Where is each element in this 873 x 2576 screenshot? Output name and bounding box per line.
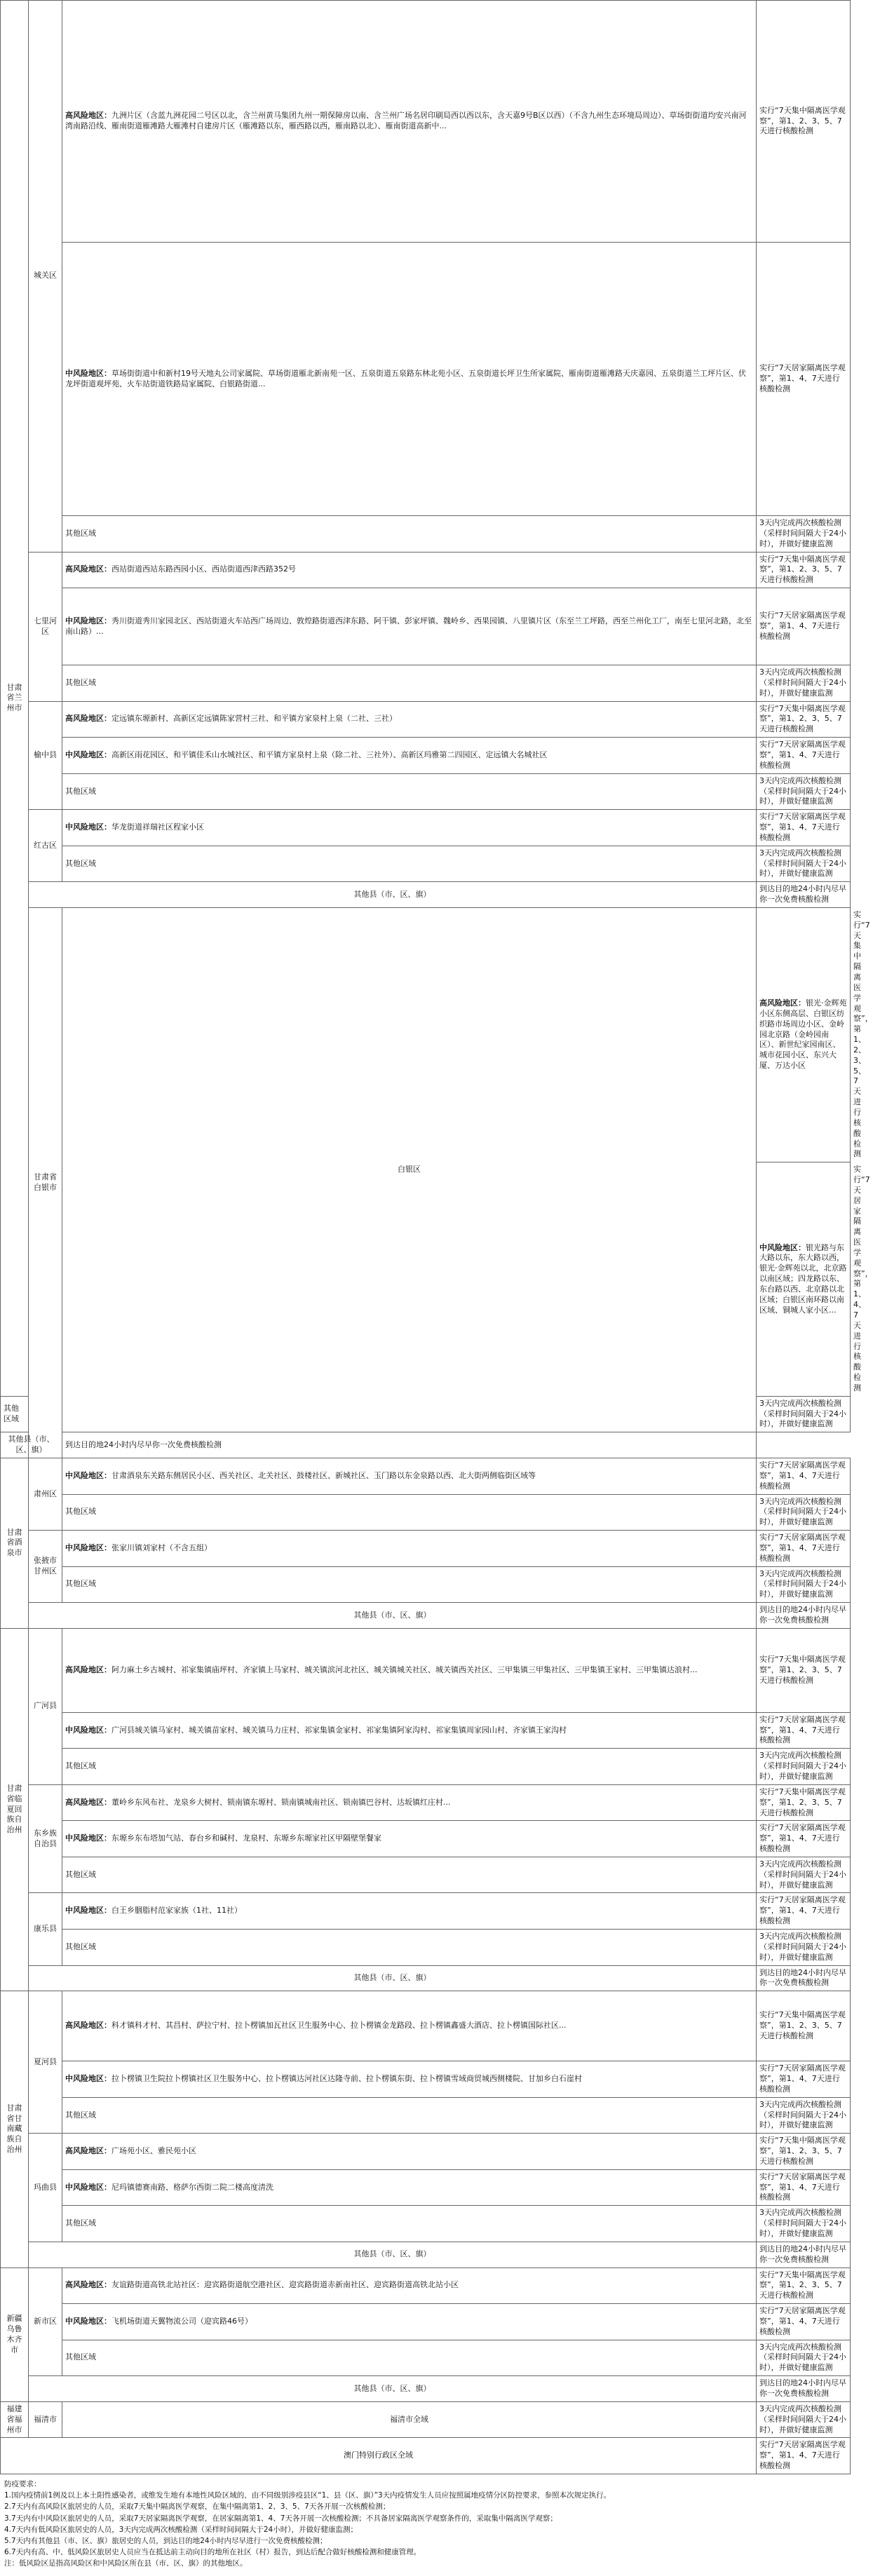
other-area-cell: 其他区域 — [62, 2206, 757, 2242]
high-risk-label: 高风险地区： — [65, 564, 111, 574]
other-area-action: 3天内完成两次核酸检测（采样时间间隔大于24小时），并做好健康监测 — [757, 1749, 851, 1785]
mid-risk-cell — [62, 588, 757, 665]
mid-risk-label: 中风险地区： — [65, 1543, 111, 1552]
mid-risk-cell — [62, 243, 757, 516]
other-area-cell: 其他区域 — [62, 1857, 757, 1893]
table-row — [1, 1603, 851, 1629]
province-cell: 福建省福州市 — [1, 2401, 29, 2438]
table-row — [1, 552, 851, 588]
table-row — [1, 773, 851, 810]
table-row — [1, 1965, 851, 1991]
district-cell: 张掖市甘州区 — [29, 1531, 62, 1603]
high-risk-cell — [62, 701, 757, 738]
note-item: 2.7天内有高风险区旅居史的人员，采取7天集中隔离医学观察，在集中隔离第1、2、3、5、7天各开展一次核酸检测； — [4, 2502, 391, 2511]
note-item: 3.7天内有中风险区旅居史的人员，采取7天居家隔离医学观察，在居家隔离第1、4、7天各开展一次核酸检测；不具备居家隔离医学观察条件的，采取集中隔离医学观察； — [4, 2514, 557, 2523]
mid-risk-text: 拉卜楞镇卫生院拉卜楞镇社区卫生服务中心、拉卜楞镇达河社区达隆寺前、拉卜楞镇东街、拉卜楞镇雪域商贸城西侧楼院、甘加乡白石崖村 — [111, 2074, 582, 2084]
high-risk-text: 科才镇科才村、其昌村、萨拉宁村、拉卜楞镇加瓦社区卫生服务中心、拉卜楞镇金龙路段、拉卜楞镇鑫盛大酒店、拉卜楞镇国际社区... — [111, 2021, 567, 2031]
other-area-action: 3天内完成两次核酸检测（采样时间间隔大于24小时），并做好健康监测 — [757, 1857, 851, 1893]
table-row — [1, 1494, 851, 1531]
district-cell: 福清市 — [29, 2401, 62, 2438]
table-row: 中风险地区：银光路与东大路以东，东大路以西，银光·金辉苑以北，北京路以南区域；四龙路以东、东台路以西、北京路以北区域；白银区南环路以南区域、铜城人家小区... 实行“7天居家隔离医学观察”，第1、4、7天进行核酸检测 — [1, 1162, 851, 1397]
mid-risk-text: 秀川街道秀川家园北区、西站街道火车站西广场周边、敦煌路街道西津东路、阿干镇、彭家坪镇、魏岭乡、西果园镇、八里镇片区（东至兰工坪路，西至兰州化工厂，南至七里河北路，北至南山路）... — [65, 616, 752, 636]
table-row — [1, 1821, 851, 1857]
province-cell: 甘肃省临夏回族自治州 — [1, 1628, 29, 1991]
other-area-action: 3天内完成两次核酸检测（采样时间间隔大于24小时），并做好健康监测 — [757, 1566, 851, 1603]
other-county-cell: 其他县（市、区、旗） — [29, 1965, 757, 1991]
epidemic-requirements — [0, 2474, 850, 2576]
table-row — [1, 1857, 851, 1893]
other-area-action: 3天内完成两次核酸检测（采样时间间隔大于24小时），并做好健康监测 — [757, 2340, 851, 2376]
mid-risk-text: 甘肃酒泉东关路东侧居民小区、西关社区、北关社区、鼓楼社区、新城社区、玉门路以东金泉路以西、北大街两侧临街区域等 — [111, 1470, 536, 1480]
high-risk-action: 实行“7天集中隔离医学观察”，第1、2、3、5、7天进行核酸检测 — [757, 552, 851, 588]
mid-risk-label: 中风险地区： — [65, 1906, 111, 1916]
table-row — [1, 1628, 851, 1712]
other-county-action: 到达目的地24小时内尽早你一次免费核酸检测 — [757, 1965, 851, 1991]
district-cell: 广河县 — [29, 1628, 62, 1784]
table-row — [1, 2304, 851, 2340]
note-item: 4.7天内有低风险区旅居史的人员，3天内完成两次核酸检测（采样时间间隔大于24小时），并做好健康监测； — [4, 2525, 358, 2534]
mid-risk-text: 张家川镇刘家村（不含五组） — [111, 1543, 212, 1552]
mid-risk-action: 实行“7天居家隔离医学观察”，第1、4、7天进行核酸检测 — [757, 2304, 851, 2340]
mid-risk-cell — [62, 1458, 757, 1494]
mid-risk-label: 中风险地区： — [65, 616, 111, 625]
other-area-cell: 其他区域 — [62, 1566, 757, 1603]
mid-risk-label: 中风险地区： — [65, 1470, 111, 1480]
table-row — [1, 588, 851, 665]
table-row — [1, 2376, 851, 2402]
table-row — [1, 2438, 851, 2474]
high-risk-text: 银光·金辉苑小区东侧高层、白银区纺织路市场周边小区、金岭园北京路（金岭园南区）、新世纪家园南区、城市花园小区、东兴大厦、万达小区 — [759, 998, 847, 1071]
mid-risk-action: 实行“7天居家隔离医学观察”，第1、4、7天进行核酸检测 — [757, 1531, 851, 1567]
other-area-cell: 其他区域 — [62, 1494, 757, 1531]
table-row — [1, 2242, 851, 2267]
table-row — [1, 701, 851, 738]
high-risk-action: 实行“7天集中隔离医学观察”，第1、2、3、5、7天进行核酸检测 — [757, 1991, 851, 2061]
note-item: 6.7天内有高、中、低风险区旅居史人员应当在抵达前主动向目的地所在社区（村）报告，到达后配合做好核酸检测和健康管理。 — [4, 2548, 421, 2557]
other-area-cell: 其他区域 — [1, 1396, 29, 1432]
mid-risk-action: 实行“7天居家隔离医学观察”，第1、4、7天进行核酸检测 — [757, 1712, 851, 1749]
mid-risk-cell — [62, 1712, 757, 1749]
table-row — [1, 1749, 851, 1785]
high-risk-action: 实行“7天集中隔离医学观察”，第1、2、3、5、7天进行核酸检测 — [757, 2134, 851, 2170]
province-cell: 新疆乌鲁木齐市 — [1, 2267, 29, 2401]
other-county-action: 到达目的地24小时内尽早你一次免费核酸检测 — [62, 1432, 757, 1458]
table-row — [1, 243, 851, 516]
mid-risk-action: 实行“7天居家隔离医学观察”，第1、4、7天进行核酸检测 — [757, 810, 851, 846]
mid-risk-text: 银光路与东大路以东，东大路以西，银光·金辉苑以北，北京路以南区域；四龙路以东、东台路以西、北京路以北区域；白银区南环路以南区域、铜城人家小区... — [759, 1242, 847, 1315]
high-risk-cell — [62, 1628, 757, 1712]
high-risk-cell — [757, 907, 851, 1162]
table-row — [1, 1432, 851, 1458]
high-risk-label: 高风险地区： — [65, 714, 111, 724]
mid-risk-label: 中风险地区： — [65, 2182, 111, 2192]
table-row — [1, 1566, 851, 1603]
mid-risk-text: 草场街街道中和新村19号天地丸公司家属院、草场街道雁北新南苑一区、五泉街道五泉路东林北苑小区、五泉街道长坪卫生所家属院、雁南街道雁滩路天庆嘉园、五泉街道兰工坪片区、伏龙坪街道观坪苑、火车站街道铁路局家属院、白银路街道... — [65, 368, 746, 388]
mid-risk-label: 中风险地区： — [65, 1725, 111, 1735]
high-risk-label: 高风险地区： — [65, 111, 111, 121]
high-risk-cell — [62, 1991, 757, 2061]
high-risk-cell — [62, 2134, 757, 2170]
mid-risk-cell — [62, 738, 757, 774]
table-row — [1, 738, 851, 774]
table-row — [1, 1458, 851, 1494]
district-cell: 夏河县 — [29, 1991, 62, 2134]
other-area-action: 3天内完成两次核酸检测（采样时间间隔大于24小时），并做好健康监测 — [757, 2206, 851, 2242]
table-row — [1, 1929, 851, 1965]
high-risk-action: 实行“7天集中隔离医学观察”，第1、2、3、5、7天进行核酸检测 — [757, 1628, 851, 1712]
high-risk-label: 高风险地区： — [65, 1797, 111, 1807]
table-row — [1, 665, 851, 702]
other-area-cell: 其他区域 — [62, 2097, 757, 2134]
province-cell: 甘肃省白银市 — [29, 907, 62, 1458]
high-risk-cell — [62, 1784, 757, 1821]
other-county-action: 到达目的地24小时内尽早你一次免费核酸检测 — [757, 2242, 851, 2267]
table-row — [1, 1712, 851, 1749]
district-cell: 新市区 — [29, 2267, 62, 2376]
high-risk-text: 阿力麻土乡古城村、祁家集镇庙坪村、齐家镇上马家村、城关镇滨河北社区、城关镇城关社区、城关镇西关社区、三甲集镇三甲集社区、三甲集镇王家村、三甲集镇达浪村... — [111, 1665, 698, 1674]
mid-risk-label: 中风险地区： — [65, 750, 111, 759]
mid-risk-cell — [62, 2061, 757, 2098]
mid-risk-action: 实行“7天居家隔离医学观察”，第1、4、7天进行核酸检测 — [757, 1458, 851, 1494]
other-area-action: 3天内完成两次核酸检测（采样时间间隔大于24小时），并做好健康监测 — [757, 773, 851, 810]
table-row — [1, 2061, 851, 2098]
table-row — [1, 2401, 851, 2438]
district-cell: 七里河区 — [29, 552, 62, 701]
note-item: 1.国内疫情前1例及以上本土阳性感染者，或维发生地有本地性风险区域的，由不同级别涉疫县区“1、县（区、旗）”3天内疫情发生人员应按照属地疫情分区防控要求，参照本次规定执行。 — [4, 2491, 611, 2500]
other-area-action: 3天内完成两次核酸检测（采样时间间隔大于24小时），并做好健康监测 — [757, 846, 851, 882]
other-area-cell: 其他区域 — [62, 2340, 757, 2376]
notes-title: 防疫要求： — [4, 2479, 41, 2488]
other-area-action: 3天内完成两次核酸检测（采样时间间隔大于24小时），并做好健康监测 — [757, 665, 851, 702]
table-row — [1, 882, 851, 908]
mid-risk-text: 广河县城关镇马家村、城关镇苗家村、城关镇马力庄村、祁家集镇金家村、祁家集镇阿家沟村、祁家集镇周家园山村、齐家镇王家沟村 — [111, 1725, 567, 1735]
note-item: 注：低风险区是指高风险区和中风险区所在县（市、区、旗）的其他地区。 — [4, 2559, 248, 2568]
mid-risk-label: 中风险地区： — [65, 2316, 111, 2326]
mid-risk-text: 华龙街道祥瑞社区程家小区 — [111, 822, 204, 832]
table-row — [1, 2267, 851, 2304]
other-county-cell: 其他县（市、区、旗） — [29, 2376, 757, 2402]
table-row — [1, 2097, 851, 2134]
mid-risk-label: 中风险地区： — [65, 1833, 111, 1843]
table-row — [1, 1784, 851, 1821]
other-area-action: 3天内完成两次核酸检测（采样时间间隔大于24小时），并做好健康监测 — [757, 1396, 851, 1432]
mid-risk-action: 实行“7天居家隔离医学观察”，第1、4、7天进行核酸检测 — [757, 738, 851, 774]
other-county-action: 到达目的地24小时内尽早你一次免费核酸检测 — [757, 882, 851, 908]
table-row — [1, 2340, 851, 2376]
high-risk-label: 高风险地区： — [65, 2280, 111, 2290]
special-area-cell: 澳门特别行政区全域 — [1, 2438, 757, 2474]
mid-risk-cell — [62, 2304, 757, 2340]
high-risk-label: 高风险地区： — [65, 2021, 111, 2031]
table-row — [1, 1531, 851, 1567]
other-area-action: 3天内完成两次核酸检测（采样时间间隔大于24小时），并做好健康监测 — [757, 516, 851, 553]
high-risk-text: 广场苑小区、雅民苑小区 — [111, 2146, 196, 2156]
table-row — [1, 1991, 851, 2061]
high-risk-text: 董岭乡东风布社、龙泉乡大树村、锁南镇东塬村、锁南镇城南社区、锁南镇巴谷村、达坂镇红庄村... — [111, 1797, 451, 1807]
mid-risk-action: 实行“7天居家隔离医学观察”，第1、4、7天进行核酸检测 — [757, 1821, 851, 1857]
mid-risk-text: 高新区雨花园区、和平镇佳禾山水城社区、和平镇方家泉村上泉（除二社、三社外）、高新区玛雅第二四园区、定远镇大名城社区 — [111, 750, 548, 759]
other-county-cell: 其他县（市、区、旗） — [29, 882, 757, 908]
district-cell: 榆中县 — [29, 701, 62, 810]
high-risk-label: 高风险地区： — [65, 2146, 111, 2156]
district-cell: 白银区 — [62, 907, 757, 1432]
whole-area-action: 3天内完成两次核酸检测（采样时间间隔大于24小时），并做好健康监测 — [757, 2401, 851, 2438]
other-area-action: 3天内完成两次核酸检测（采样时间间隔大于24小时），并做好健康监测 — [757, 1929, 851, 1965]
mid-risk-action: 实行“7天居家隔离医学观察”，第1、4、7天进行核酸检测 — [757, 2061, 851, 2098]
other-area-cell: 其他区域 — [62, 846, 757, 882]
mid-risk-action: 实行“7天居家隔离医学观察”，第1、4、7天进行核酸检测 — [757, 1893, 851, 1930]
mid-risk-cell — [757, 1162, 851, 1397]
district-cell: 肃州区 — [29, 1458, 62, 1530]
table-row — [1, 846, 851, 882]
high-risk-action: 实行“7天集中隔离医学观察”，第1、2、3、5、7天进行核酸检测 — [757, 701, 851, 738]
mid-risk-cell — [62, 2169, 757, 2206]
high-risk-label: 高风险地区： — [759, 998, 806, 1008]
table-row — [1, 2206, 851, 2242]
mid-risk-text: 飞机场街道天翼物流公司（迎宾路46号） — [111, 2316, 252, 2326]
mid-risk-text: 白王乡胭脂村范家家族（1社、11社） — [111, 1906, 242, 1916]
high-risk-label: 高风险地区： — [65, 1665, 111, 1674]
high-risk-cell — [62, 552, 757, 588]
other-county-action: 到达目的地24小时内尽早你一次免费核酸检测 — [757, 2376, 851, 2402]
other-county-action: 到达目的地24小时内尽早你一次免费核酸检测 — [757, 1603, 851, 1629]
high-risk-text: 西站街道西站东路西园小区、西站街道西津西路352号 — [111, 564, 296, 574]
table-row — [1, 1893, 851, 1930]
mid-risk-label: 中风险地区： — [65, 2074, 111, 2084]
high-risk-action: 实行“7天集中隔离医学观察”，第1、2、3、5、7天进行核酸检测 — [757, 2267, 851, 2304]
other-county-cell: 其他县（市、区、旗） — [1, 1432, 62, 1458]
mid-risk-text: 东塬乡东布塔加气站、春台乡和碱村、龙泉村、东塬乡东塬家社区甲隔壁堡餐家 — [111, 1833, 381, 1843]
mid-risk-cell — [62, 1821, 757, 1857]
province-cell: 甘肃省酒泉市 — [1, 1458, 29, 1628]
mid-risk-label: 中风险地区： — [759, 1242, 806, 1252]
table-row: 甘肃省白银市 白银区 高风险地区：银光·金辉苑小区东侧高层、白银区纺织路市场周边小区、金岭园北京路（金岭园南区）、新世纪家园南区、城市花园小区、东兴大厦、万达小区 实行“7天集中隔离医学观察”，第1、2、3、5、7天进行核酸检测 — [1, 907, 851, 1162]
province-cell: 甘肃省兰州市 — [1, 1, 29, 1397]
high-risk-cell — [62, 2267, 757, 2304]
high-risk-text: 友谊路街道高铁北站社区：迎宾路街道航空港社区、迎宾路街道赤新南社区、迎宾路街道高铁北站小区 — [111, 2280, 459, 2290]
other-county-cell: 其他县（市、区、旗） — [29, 1603, 757, 1629]
high-risk-action: 实行“7天集中隔离医学观察”，第1、2、3、5、7天进行核酸检测 — [757, 1, 851, 243]
other-area-action: 3天内完成两次核酸检测（采样时间间隔大于24小时），并做好健康监测 — [757, 2097, 851, 2134]
special-area-action: 实行“7天居家隔离医学观察”，第1、4、7天进行核酸检测 — [757, 2438, 851, 2474]
other-county-cell: 其他县（市、区、旗） — [29, 2242, 757, 2267]
district-cell: 红古区 — [29, 810, 62, 882]
mid-risk-cell — [62, 810, 757, 846]
district-cell: 城关区 — [29, 1, 62, 553]
other-area-cell: 其他区域 — [62, 1929, 757, 1965]
mid-risk-text: 尼玛镇德赛南路、格萨尔西街二院二楼高度清洗 — [111, 2182, 273, 2192]
mid-risk-cell — [62, 1893, 757, 1930]
mid-risk-cell — [62, 1531, 757, 1567]
high-risk-cell — [62, 1, 757, 243]
table-row — [1, 516, 851, 553]
mid-risk-action: 实行“7天居家隔离医学观察”，第1、4、7天进行核酸检测 — [757, 243, 851, 516]
other-area-cell: 其他区域 — [62, 1749, 757, 1785]
high-risk-action: 实行“7天集中隔离医学观察”，第1、2、3、5、7天进行核酸检测 — [757, 1784, 851, 1821]
table-row — [1, 810, 851, 846]
mid-risk-action: 实行“7天居家隔离医学观察”，第1、4、7天进行核酸检测 — [757, 588, 851, 665]
table-row — [1, 2134, 851, 2170]
mid-risk-label: 中风险地区： — [65, 368, 111, 378]
district-cell: 康乐县 — [29, 1893, 62, 1965]
other-area-action: 3天内完成两次核酸检测（采样时间间隔大于24小时），并做好健康监测 — [757, 1494, 851, 1531]
province-cell: 甘肃省甘南藏族自治州 — [1, 1991, 29, 2267]
table-row — [1, 1, 851, 243]
other-area-cell: 其他区域 — [62, 516, 757, 553]
district-cell: 玛曲县 — [29, 2134, 62, 2242]
mid-risk-action: 实行“7天居家隔离医学观察”，第1、4、7天进行核酸检测 — [757, 2169, 851, 2206]
high-risk-text: 定远镇东塬新村、高新区定远镇陈家营村三社、和平镇方家泉村上泉（二社、三社） — [111, 714, 397, 724]
high-risk-text: 九洲片区（含蓝九洲花园二号区以北，含兰州黄马集团九州一期保障房以南、含兰州广场名居印刷局西以西以东，含天嘉9号B区以西）（不含九州生态环境局周边）、草场街街道均安兴南河湾南路沿线、雁南街道雁滩路大雁滩村自建房片区（雁滩路以东，雁西路以西，雁南路以北）、雁南街道高新中... — [65, 111, 747, 130]
table-row — [1, 2169, 851, 2206]
other-area-cell: 其他区域 — [62, 665, 757, 702]
other-area-cell: 其他区域 — [62, 773, 757, 810]
mid-risk-label: 中风险地区： — [65, 822, 111, 832]
note-item: 5.7天内有其他县（市、区、旗）旅居史的人员，到达目的地24小时内尽早进行一次免费核酸检测； — [4, 2536, 327, 2545]
district-cell: 东乡族自治县 — [29, 1784, 62, 1893]
whole-area-cell: 福清市全域 — [62, 2401, 757, 2438]
